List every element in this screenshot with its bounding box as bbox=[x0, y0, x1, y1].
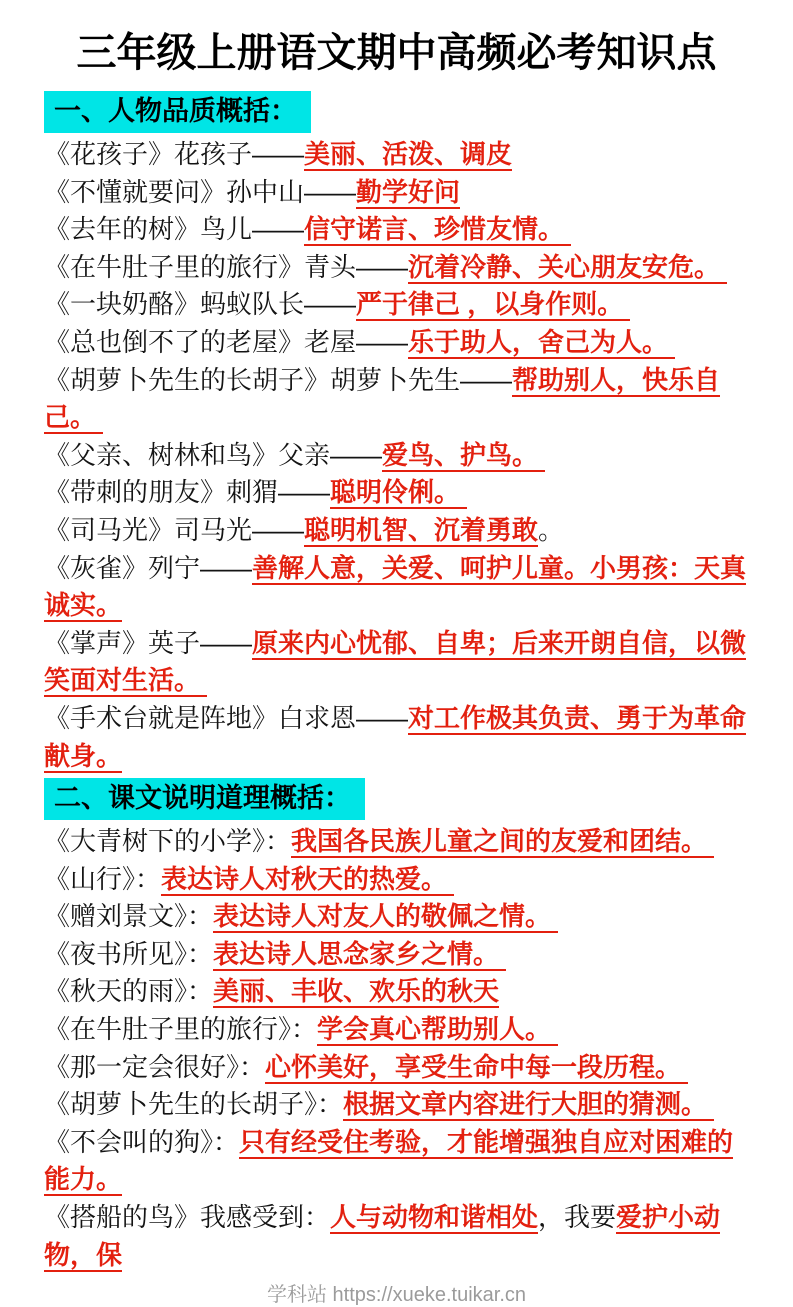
course-prompt: 《不懂就要问》孙中山—— bbox=[44, 176, 357, 207]
course-prompt: 《在牛肚子里的旅行》青头—— bbox=[44, 251, 409, 282]
course-prompt: 《赠刘景文》： bbox=[44, 901, 214, 932]
section-heading: 一、人物品质概括： bbox=[44, 91, 311, 133]
knowledge-line bbox=[44, 362, 757, 437]
course-prompt: 《在牛肚子里的旅行》： bbox=[44, 1014, 318, 1045]
answer-highlight: 沉着冷静、关心朋友安危。 bbox=[408, 251, 728, 282]
knowledge-line bbox=[44, 1086, 757, 1124]
course-prompt: 《夜书所见》： bbox=[44, 938, 214, 969]
section-heading-row bbox=[44, 91, 757, 134]
course-prompt: 《胡萝卜先生的长胡子》胡萝卜先生—— bbox=[44, 364, 513, 395]
section-heading: 二、课文说明道理概括： bbox=[44, 778, 365, 820]
answer-highlight: 美丽、丰收、欢乐的秋天 bbox=[213, 976, 500, 1007]
answer-highlight: 美丽、活泼、调皮 bbox=[304, 139, 513, 169]
answer-highlight: 我国各民族儿童之间的友爱和团结。 bbox=[291, 826, 715, 857]
course-prompt: 《花孩子》花孩子—— bbox=[44, 139, 305, 169]
answer-highlight: 对工作极其负责、勇于为革命献身。 bbox=[44, 702, 747, 771]
content bbox=[0, 76, 793, 1274]
course-prompt: 《父亲、树林和鸟》父亲—— bbox=[44, 439, 383, 470]
knowledge-line bbox=[44, 625, 757, 700]
answer-highlight: 聪明伶俐。 bbox=[330, 477, 468, 508]
course-prompt: 《去年的树》鸟儿—— bbox=[44, 214, 305, 245]
course-prompt: 《大青树下的小学》： bbox=[44, 826, 292, 857]
knowledge-line bbox=[44, 1049, 757, 1087]
answer-highlight: 勤学好问 bbox=[356, 176, 461, 207]
course-prompt: 《司马光》司马光—— bbox=[44, 514, 305, 545]
knowledge-line bbox=[44, 324, 757, 362]
knowledge-line bbox=[44, 700, 757, 775]
footer-watermark: 学科站 https://xueke.tuikar.cn bbox=[267, 1284, 526, 1307]
answer-highlight: 只有经受住考验，才能增强独自应对困难的能力。 bbox=[44, 1126, 734, 1195]
knowledge-line bbox=[44, 1124, 757, 1199]
answer-highlight: 表达诗人对秋天的热爱。 bbox=[161, 863, 455, 894]
answer-highlight: 严于律己 ，以身作则。 bbox=[356, 289, 631, 320]
course-prompt: 《胡萝卜先生的长胡子》： bbox=[44, 1089, 344, 1120]
answer-highlight: 人与动物和谐相处 bbox=[330, 1202, 539, 1233]
course-prompt: 《一块奶酪》蚂蚁队长—— bbox=[44, 289, 357, 320]
course-prompt: 《那一定会很好》： bbox=[44, 1051, 266, 1082]
course-prompt: 《山行》： bbox=[44, 863, 162, 894]
knowledge-line bbox=[44, 823, 757, 861]
course-prompt: 《不会叫的狗》： bbox=[44, 1126, 240, 1157]
knowledge-line bbox=[44, 512, 757, 550]
knowledge-line bbox=[44, 550, 757, 625]
answer-highlight: 帮助别人，快乐自己。 bbox=[44, 364, 721, 433]
knowledge-line bbox=[44, 249, 757, 287]
knowledge-line bbox=[44, 211, 757, 249]
knowledge-line bbox=[44, 174, 757, 212]
knowledge-line bbox=[44, 437, 757, 475]
answer-highlight: 原来内心忧郁、自卑；后来开朗自信，以微笑面对生活。 bbox=[44, 627, 747, 696]
page-title: 三年级上册语文期中高频必考知识点 bbox=[76, 31, 717, 75]
course-prompt: 《掌声》英子—— bbox=[44, 627, 253, 658]
course-prompt: 《搭船的鸟》我感受到： bbox=[44, 1202, 331, 1233]
course-prompt: 《灰雀》列宁—— bbox=[44, 552, 253, 583]
section-heading-row bbox=[44, 778, 757, 821]
course-prompt: 。 bbox=[538, 514, 565, 545]
answer-highlight: 爱护小动物，保 bbox=[44, 1202, 721, 1270]
knowledge-line bbox=[44, 474, 757, 512]
answer-highlight: 学会真心帮助别人。 bbox=[317, 1014, 559, 1045]
answer-highlight: 乐于助人，舍己为人。 bbox=[408, 326, 676, 357]
course-prompt: 《手术台就是阵地》白求恩—— bbox=[44, 702, 409, 733]
knowledge-line bbox=[44, 936, 757, 974]
course-prompt: ，我要 bbox=[538, 1202, 617, 1233]
knowledge-line bbox=[44, 136, 757, 174]
answer-highlight: 表达诗人对友人的敬佩之情。 bbox=[213, 901, 559, 932]
knowledge-line bbox=[44, 973, 757, 1011]
knowledge-line bbox=[44, 861, 757, 899]
answer-highlight: 心怀美好，享受生命中每一段历程。 bbox=[265, 1051, 689, 1082]
answer-highlight: 爱鸟、护鸟。 bbox=[382, 439, 546, 470]
answer-highlight: 表达诗人思念家乡之情。 bbox=[213, 938, 507, 969]
knowledge-line bbox=[44, 898, 757, 936]
knowledge-line bbox=[44, 1199, 757, 1274]
course-prompt: 《带刺的朋友》刺猬—— bbox=[44, 477, 331, 508]
answer-highlight: 善解人意，关爱、呵护儿童。小男孩：天真诚实。 bbox=[44, 552, 747, 621]
knowledge-line bbox=[44, 286, 757, 324]
answer-highlight: 信守诺言、珍惜友情。 bbox=[304, 214, 572, 245]
answer-highlight: 聪明机智、沉着勇敢 bbox=[304, 514, 539, 545]
course-prompt: 《秋天的雨》： bbox=[44, 976, 214, 1007]
course-prompt: 《总也倒不了的老屋》老屋—— bbox=[44, 326, 409, 357]
answer-highlight: 根据文章内容进行大胆的猜测。 bbox=[343, 1089, 715, 1120]
knowledge-line bbox=[44, 1011, 757, 1049]
